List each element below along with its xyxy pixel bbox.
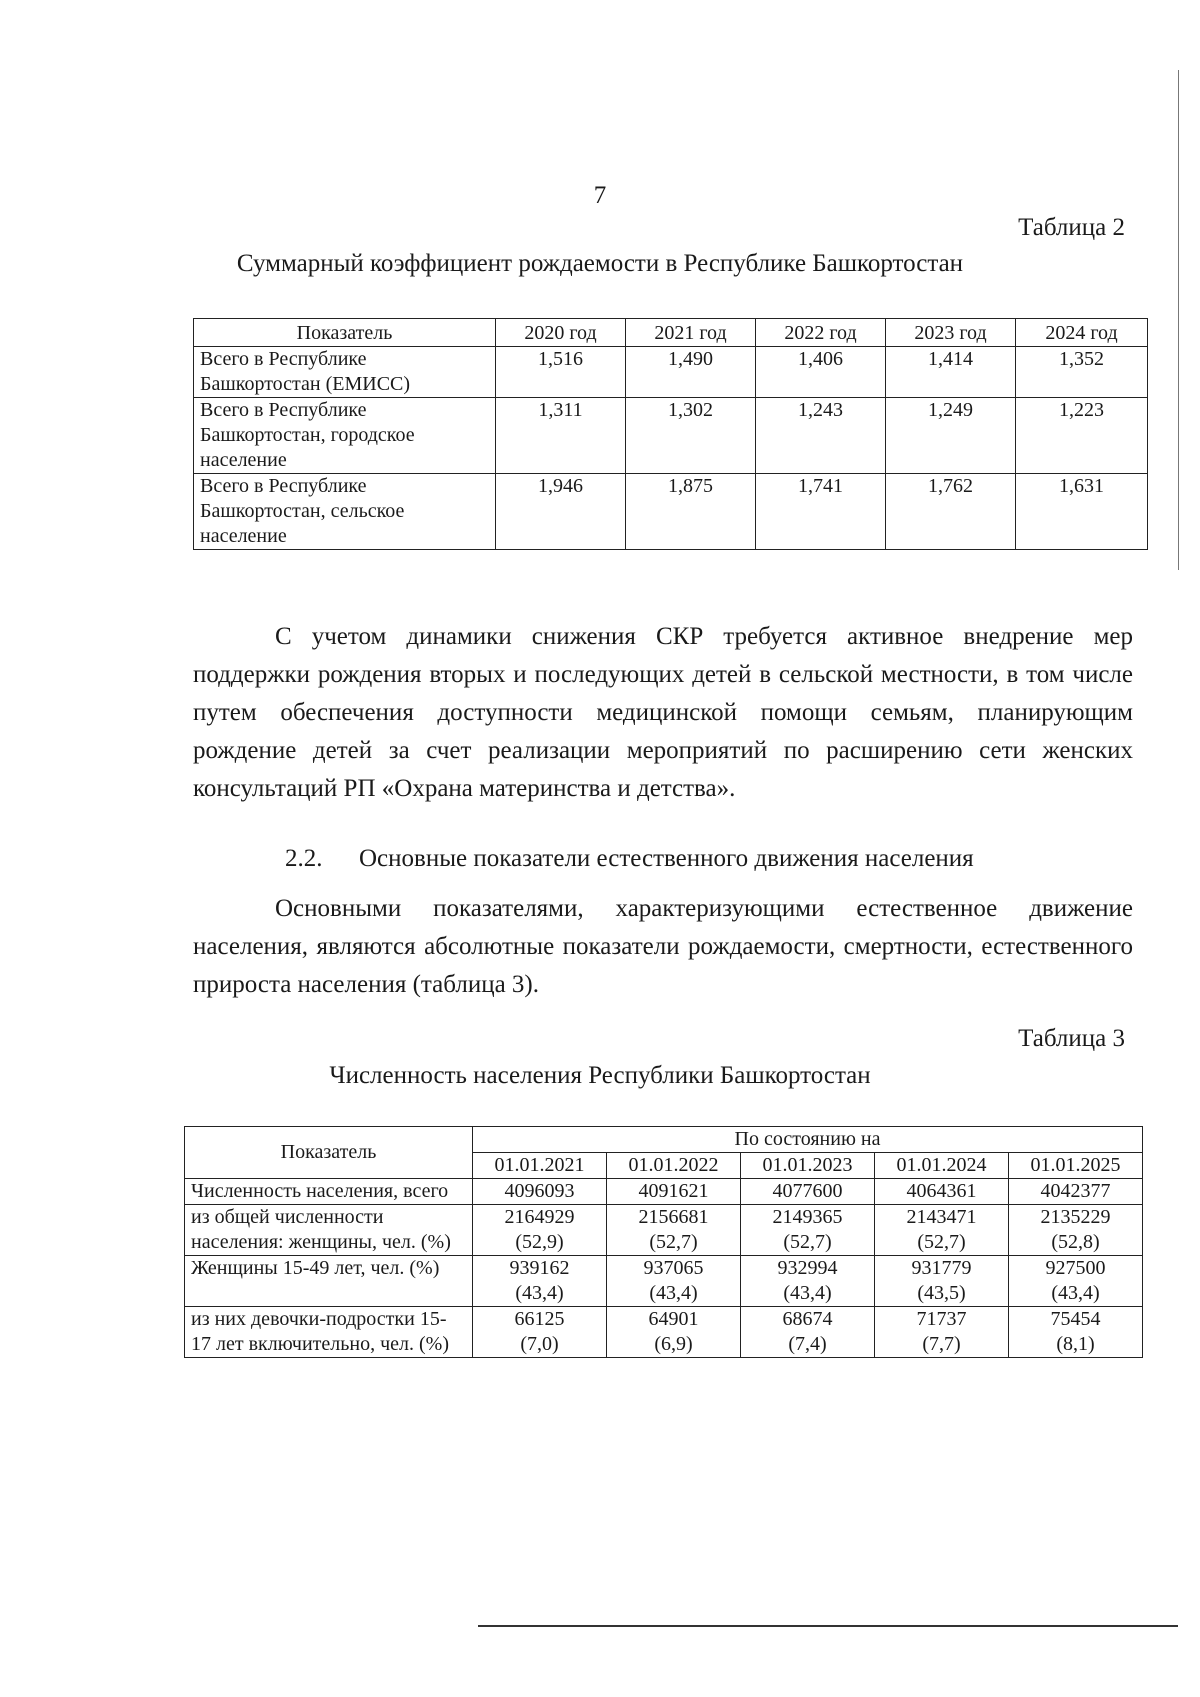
table3-cell-value: 64901 bbox=[648, 1308, 699, 1330]
table3-cell bbox=[875, 1256, 1009, 1307]
table2-birth-rate bbox=[193, 318, 1148, 550]
table3-cell-value: 4096093 bbox=[504, 1180, 575, 1202]
table3-header-row bbox=[185, 1127, 1143, 1153]
table3-header-date: 01.01.2023 bbox=[741, 1153, 875, 1179]
table3-cell-value: 66125 bbox=[514, 1308, 565, 1330]
table3-cell-value: 927500 bbox=[1045, 1257, 1106, 1279]
table3-cell-percent: (43,4) bbox=[1051, 1282, 1100, 1304]
paragraph-2-text: Основными показателями, характеризующими естественное движение населения, являются абсолютные показатели рождаемости, смертности, естественного прироста населения (таблица 3). bbox=[193, 895, 1133, 998]
table3-cell-percent: (43,4) bbox=[649, 1282, 698, 1304]
table2-header-year: 2022 год bbox=[756, 319, 886, 347]
table3-header-date: 01.01.2025 bbox=[1009, 1153, 1143, 1179]
table3-cell bbox=[1009, 1307, 1143, 1358]
table3-cell bbox=[607, 1179, 741, 1205]
table3-cell-value: 75454 bbox=[1050, 1308, 1101, 1330]
table3-cell bbox=[1009, 1256, 1143, 1307]
table3-cell-value: 931779 bbox=[911, 1257, 972, 1279]
section-number: 2.2. bbox=[285, 845, 323, 872]
table2-row-label: Всего в Республике Башкортостан, сельское население bbox=[194, 474, 496, 550]
table2-title: Суммарный коэффициент рождаемости в Республике Башкортостан bbox=[236, 250, 964, 277]
table3-header-group: По состоянию на bbox=[473, 1127, 1143, 1153]
table3-cell bbox=[741, 1307, 875, 1358]
table3-cell-percent: (52,7) bbox=[917, 1231, 966, 1253]
table2-cell: 1,631 bbox=[1016, 474, 1148, 550]
table2-cell: 1,243 bbox=[756, 398, 886, 474]
table2-cell: 1,223 bbox=[1016, 398, 1148, 474]
table3-cell-percent: (43,5) bbox=[917, 1282, 966, 1304]
scan-edge-line bbox=[1178, 70, 1179, 570]
table3-cell bbox=[1009, 1179, 1143, 1205]
table3-cell-value: 4042377 bbox=[1040, 1180, 1111, 1202]
table2-cell: 1,516 bbox=[496, 347, 626, 398]
section-heading bbox=[285, 845, 974, 873]
table3-cell-percent: (7,7) bbox=[922, 1333, 961, 1355]
table2-cell: 1,302 bbox=[626, 398, 756, 474]
table3-cell-value: 4064361 bbox=[906, 1180, 977, 1202]
table-row bbox=[185, 1205, 1143, 1256]
table3-cell bbox=[473, 1307, 607, 1358]
table3-cell bbox=[473, 1256, 607, 1307]
table3-cell-percent: (7,4) bbox=[788, 1333, 827, 1355]
table3-cell bbox=[1009, 1205, 1143, 1256]
table2-cell: 1,311 bbox=[496, 398, 626, 474]
table3-header-date: 01.01.2021 bbox=[473, 1153, 607, 1179]
table2-row-label: Всего в Республике Башкортостан (ЕМИСС) bbox=[194, 347, 496, 398]
page-number: 7 bbox=[593, 182, 607, 209]
table3-cell bbox=[741, 1256, 875, 1307]
table3-cell-percent: (52,9) bbox=[515, 1231, 564, 1253]
table3-cell bbox=[607, 1307, 741, 1358]
table3-title: Численность населения Республики Башкортостан bbox=[329, 1062, 871, 1089]
table3-cell-percent: (7,0) bbox=[520, 1333, 559, 1355]
table2-cell: 1,875 bbox=[626, 474, 756, 550]
table3-cell bbox=[741, 1205, 875, 1256]
table3-cell bbox=[875, 1205, 1009, 1256]
footer-divider bbox=[478, 1625, 1178, 1627]
table3-header-indicator: Показатель bbox=[185, 1127, 473, 1179]
table3-row-label: из них девочки-подростки 15-17 лет включительно, чел. (%) bbox=[185, 1307, 473, 1358]
paragraph-2 bbox=[193, 890, 1133, 1004]
table2-cell: 1,946 bbox=[496, 474, 626, 550]
table3-caption: Таблица 3 bbox=[1018, 1025, 1125, 1052]
table-row bbox=[194, 398, 1148, 474]
table2-row-label: Всего в Республике Башкортостан, городское население bbox=[194, 398, 496, 474]
table3-cell-value: 939162 bbox=[509, 1257, 570, 1279]
table3-cell-value: 4091621 bbox=[638, 1180, 709, 1202]
section-title: Основные показатели естественного движения населения bbox=[359, 845, 974, 872]
table2-cell: 1,741 bbox=[756, 474, 886, 550]
table2-cell: 1,490 bbox=[626, 347, 756, 398]
table3-cell-value: 2164929 bbox=[504, 1206, 575, 1228]
table3-population bbox=[184, 1126, 1143, 1358]
table3-cell-percent: (52,8) bbox=[1051, 1231, 1100, 1253]
table3-cell-percent: (43,4) bbox=[783, 1282, 832, 1304]
table3-cell-value: 937065 bbox=[643, 1257, 704, 1279]
table3-row-label: из общей численности населения: женщины, чел. (%) bbox=[185, 1205, 473, 1256]
table2-header-year: 2020 год bbox=[496, 319, 626, 347]
table3-cell-value: 2143471 bbox=[906, 1206, 977, 1228]
table3-cell-value: 2135229 bbox=[1040, 1206, 1111, 1228]
table2-cell: 1,249 bbox=[886, 398, 1016, 474]
table-row bbox=[185, 1256, 1143, 1307]
table3-cell-value: 2149365 bbox=[772, 1206, 843, 1228]
table3-header-date: 01.01.2024 bbox=[875, 1153, 1009, 1179]
table3-cell bbox=[875, 1307, 1009, 1358]
table2-cell: 1,762 bbox=[886, 474, 1016, 550]
table3-cell-value: 2156681 bbox=[638, 1206, 709, 1228]
table3-cell-percent: (52,7) bbox=[649, 1231, 698, 1253]
table3-cell-value: 932994 bbox=[777, 1257, 838, 1279]
table2-header-indicator: Показатель bbox=[194, 319, 496, 347]
table3-cell bbox=[875, 1179, 1009, 1205]
table3-cell-percent: (8,1) bbox=[1056, 1333, 1095, 1355]
table-row bbox=[194, 474, 1148, 550]
paragraph-1-text: С учетом динамики снижения СКР требуется активное внедрение мер поддержки рождения вторых и последующих детей в сельской местности, в том числе путем обеспечения доступности медицинской помощи семьям, планирующим рождение детей за счет реализации мероприятий по расширению сети женских консультаций РП «Охрана материнства и детства». bbox=[193, 623, 1133, 802]
table-row bbox=[194, 347, 1148, 398]
table2-header-year: 2024 год bbox=[1016, 319, 1148, 347]
table3-row-label: Численность населения, всего bbox=[185, 1179, 473, 1205]
table3-header-date: 01.01.2022 bbox=[607, 1153, 741, 1179]
table3-cell-value: 71737 bbox=[916, 1308, 967, 1330]
table2-caption: Таблица 2 bbox=[1018, 214, 1125, 241]
table2-header-year: 2023 год bbox=[886, 319, 1016, 347]
table3-cell-percent: (52,7) bbox=[783, 1231, 832, 1253]
table-row bbox=[185, 1179, 1143, 1205]
table3-cell bbox=[741, 1179, 875, 1205]
table2-cell: 1,352 bbox=[1016, 347, 1148, 398]
table3-cell bbox=[607, 1205, 741, 1256]
table3-cell-percent: (6,9) bbox=[654, 1333, 693, 1355]
table2-header-year: 2021 год bbox=[626, 319, 756, 347]
table2-header-row bbox=[194, 319, 1148, 347]
table3-cell-value: 68674 bbox=[782, 1308, 833, 1330]
table2-cell: 1,406 bbox=[756, 347, 886, 398]
table3-cell-value: 4077600 bbox=[772, 1180, 843, 1202]
table2-cell: 1,414 bbox=[886, 347, 1016, 398]
paragraph-1 bbox=[193, 618, 1133, 808]
table3-cell bbox=[473, 1179, 607, 1205]
table3-row-label: Женщины 15-49 лет, чел. (%) bbox=[185, 1256, 473, 1307]
table3-cell-percent: (43,4) bbox=[515, 1282, 564, 1304]
table3-cell bbox=[607, 1256, 741, 1307]
table-row bbox=[185, 1307, 1143, 1358]
table3-cell bbox=[473, 1205, 607, 1256]
